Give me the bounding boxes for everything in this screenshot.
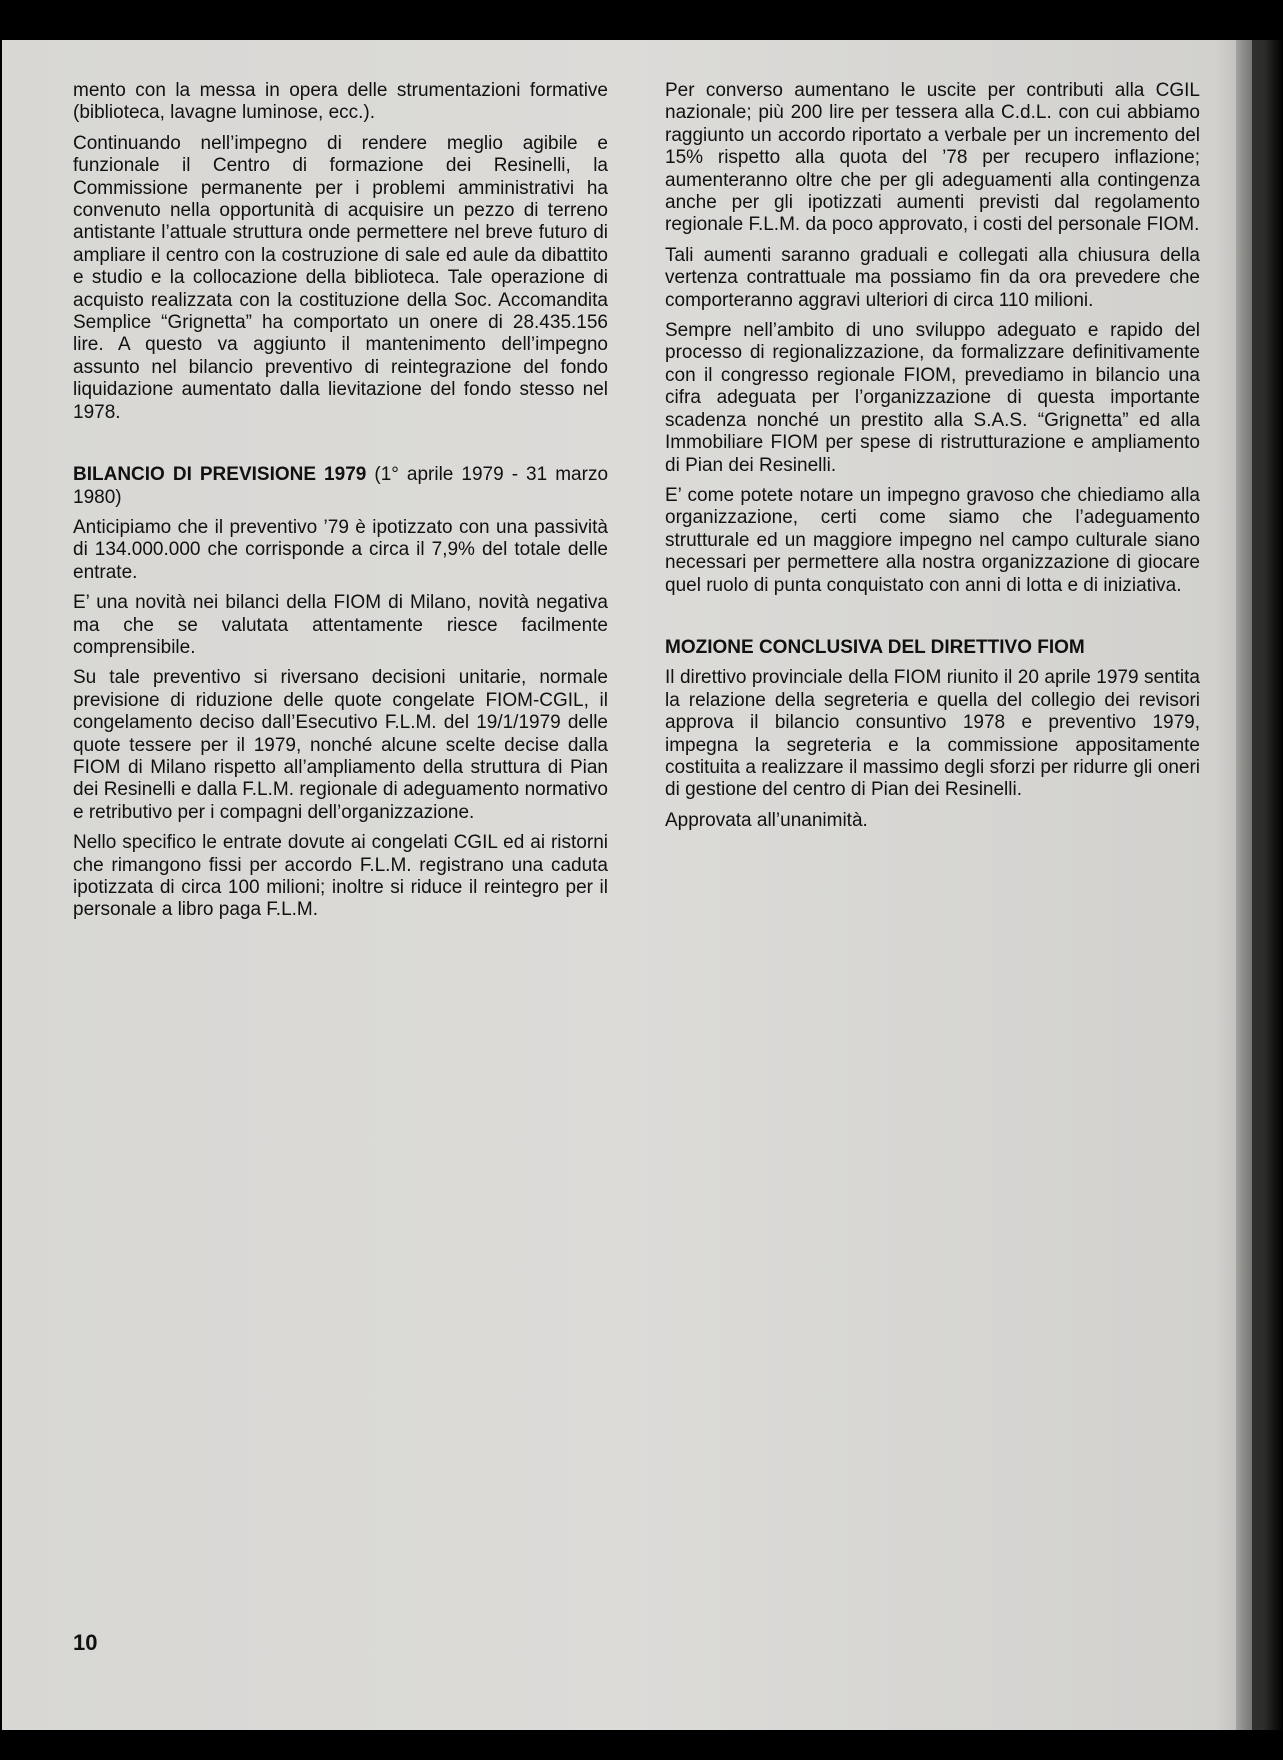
right-paragraph-5: Il direttivo provinciale della FIOM riunito il 20 aprile 1979 sentita la relazione della segreteria e quella del collegio dei revisori approva il bilancio consuntivo 1978 e preventivo 1979, impegna la segreteria e la commissione appositamente costituita a realizzare il massimo degli sforzi per ridurre gli oneri di gestione del centro di Pian dei Resinelli. [665,667,1200,801]
right-paragraph-4: E’ come potete notare un impegno gravoso che chiediamo alla organizzazione, certi come siamo che l’adeguamento strutturale ed un maggiore impegno nel campo culturale siano necessari per permettere alla nostra organizzazione di giocare quel ruolo di punta conquistato con anni di lotta e di iniziativa. [665,484,1200,596]
page-number: 10 [73,1630,98,1655]
section-heading-bilancio-bold: BILANCIO DI PREVISIONE 1979 [73,464,367,486]
left-paragraph-4: E’ una novità nei bilanci della FIOM di Milano, novità negativa ma che se valutata attentamente riesce facilmente comprensibile. [73,592,608,658]
left-paragraph-5: Su tale preventivo si riversano decisioni unitarie, normale previsione di riduzione delle quote congelate FIOM-CGIL, il congelamento deciso dall’Esecutivo F.L.M. del 19/1/1979 delle quote tessere per il 1979, nonché alcune scelte decise dalla FIOM di Milano rispetto all’ampliamento della struttura di Pian dei Resinelli e dalla F.L.M. regionale di adeguamento normativo e retributivo per i compagni dell’organizzazione. [73,667,608,823]
left-paragraph-3: Anticipiamo che il preventivo ’79 è ipotizzato con una passività di 134.000.000 che corrisponde a circa il 7,9% del totale delle entrate. [73,516,608,583]
left-column [73,80,608,930]
right-paragraph-2: Tali aumenti saranno graduali e collegati alla chiusura della vertenza contrattuale ma possiamo fin da ora prevedere che comporteranno aggravi ulteriori di circa 110 milioni. [665,244,1200,311]
right-paragraph-3: Sempre nell’ambito di uno sviluppo adeguato e rapido del processo di regionalizzazione, da formalizzare definitivamente con il congresso regionale FIOM, prevediamo in bilancio una cifra adeguata per l’organizzazione di questa importante scadenza nonché un prestito alla S.A.S. “Grignetta” ed alla Immobiliare FIOM per spese di ristrutturazione e ampliamento di Pian dei Resinelli. [665,320,1200,476]
section-heading-bilancio-dates: (1° aprile 1979 - 31 marzo 1980) [73,464,609,508]
section-heading-bilancio [73,464,608,509]
section-heading-mozione: MOZIONE CONCLUSIVA DEL DIRETTIVO FIOM [665,636,1085,658]
left-paragraph-1: mento con la messa in opera delle strumentazioni formative (biblioteca, lavagne luminose, ecc.). [73,80,608,124]
left-paragraph-6: Nello specifico le entrate dovute ai congelati CGIL ed ai ristorni che rimangono fissi per accordo F.L.M. registrano una caduta ipotizzata di circa 100 milioni; inoltre si riduce il reintegro per il personale a libro paga F.L.M. [73,832,608,921]
left-paragraph-2: Continuando nell’impegno di rendere meglio agibile e funzionale il Centro di formazione dei Resinelli, la Commissione permanente per i problemi amministrativi ha convenuto nella opportunità di acquisire un pezzo di terreno antistante l’attuale struttura onde permettere nel breve futuro di ampliare il centro con la costruzione di sale ed aule da dibattito e studio e la collocazione della biblioteca. Tale operazione di acquisto realizzata con la costituzione della Soc. Accomandita Semplice “Grignetta” ha comportato un onere di 28.435.156 lire. A questo va aggiunto il mantenimento dell’impegno assunto nel bilancio preventivo di reintegrazione del fondo liquidazione aumentato dalla lievitazione del fondo stesso nel 1978. [73,132,608,423]
right-paragraph-6: Approvata all’unanimità. [665,809,868,831]
page-edge-shadow [1236,40,1283,1730]
right-column [665,80,1200,840]
right-paragraph-1: Per converso aumentano le uscite per contributi alla CGIL nazionale; più 200 lire per tessera alla C.d.L. con cui abbiamo raggiunto un accordo riportato a verbale per un incremento del 15% rispetto alla quota del ’78 per recupero inflazione; aumenteranno oltre che per gli adeguamenti alla contingenza anche per gli ipotizzati aumenti previsti dal regolamento regionale F.L.M. da poco approvato, i costi del personale FIOM. [665,80,1200,236]
